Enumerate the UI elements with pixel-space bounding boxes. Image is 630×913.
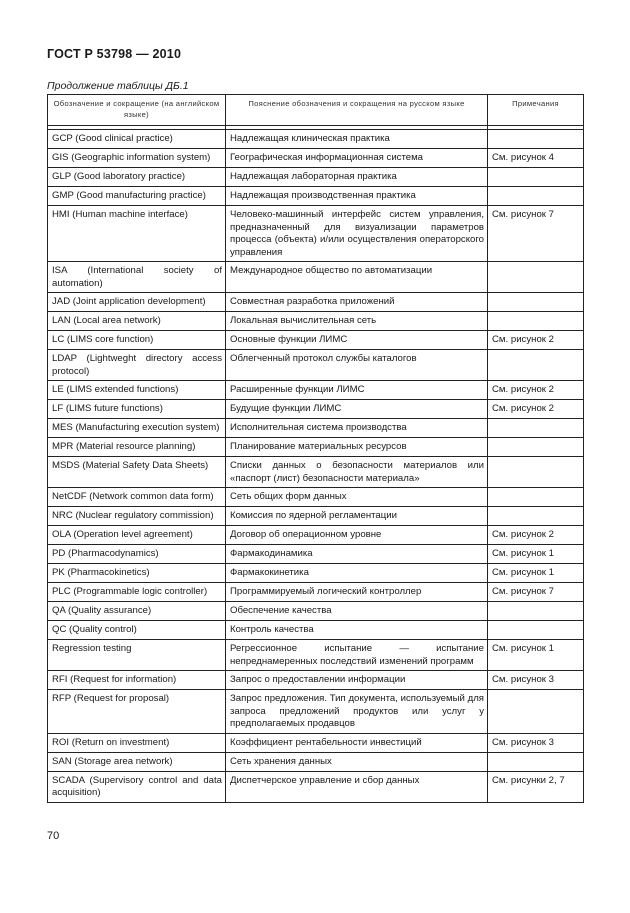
explanation-cell: Будущие функции ЛИМС — [226, 400, 488, 419]
table-row — [48, 526, 584, 545]
explanation-cell: Обеспечение качества — [226, 602, 488, 621]
abbreviations-table — [47, 94, 584, 803]
table-row — [48, 621, 584, 640]
table-row — [48, 671, 584, 690]
note-cell: См. рисунок 1 — [488, 564, 584, 583]
table-caption: Продолжение таблицы ДБ.1 — [47, 80, 189, 92]
table-row — [48, 381, 584, 400]
note-cell: См. рисунки 2, 7 — [488, 771, 584, 802]
abbreviation-cell: RFI (Request for information) — [48, 671, 226, 690]
abbreviation-cell: GIS (Geographic information system) — [48, 149, 226, 168]
abbreviation-cell: LDAP (Lightweght directory access protocol) — [48, 350, 226, 381]
explanation-cell: Программируемый логический контроллер — [226, 583, 488, 602]
abbreviation-cell: GCP (Good clinical practice) — [48, 130, 226, 149]
abbreviation-cell: GMP (Good manufacturing practice) — [48, 187, 226, 206]
table-row — [48, 438, 584, 457]
explanation-cell: Планирование материальных ресурсов — [226, 438, 488, 457]
explanation-cell: Списки данных о безопасности материалов или «паспорт (лист) безопасности материала» — [226, 457, 488, 488]
explanation-cell: Надлежащая клиническая практика — [226, 130, 488, 149]
page-number: 70 — [47, 830, 60, 842]
table-row — [48, 149, 584, 168]
abbreviation-cell: PLC (Programmable logic controller) — [48, 583, 226, 602]
table-row — [48, 733, 584, 752]
explanation-cell: Запрос о предоставлении информации — [226, 671, 488, 690]
table-row — [48, 488, 584, 507]
note-cell: См. рисунок 2 — [488, 526, 584, 545]
column-header-notes: Примечания — [488, 95, 584, 126]
explanation-cell: Надлежащая производственная практика — [226, 187, 488, 206]
explanation-cell: Основные функции ЛИМС — [226, 331, 488, 350]
abbreviations-table-container — [47, 94, 583, 803]
note-cell — [488, 438, 584, 457]
abbreviation-cell: LE (LIMS extended functions) — [48, 381, 226, 400]
abbreviation-cell: LAN (Local area network) — [48, 312, 226, 331]
explanation-cell: Регрессионное испытание — испытание непреднамеренных последствий изменений программ — [226, 640, 488, 671]
abbreviation-cell: MES (Manufacturing execution system) — [48, 419, 226, 438]
explanation-cell: Локальная вычислительная сеть — [226, 312, 488, 331]
table-row — [48, 262, 584, 293]
abbreviation-cell: Regression testing — [48, 640, 226, 671]
note-cell — [488, 293, 584, 312]
table-row — [48, 602, 584, 621]
abbreviation-cell: PD (Pharmacodynamics) — [48, 545, 226, 564]
table-row — [48, 752, 584, 771]
explanation-cell: Международное общество по автоматизации — [226, 262, 488, 293]
explanation-cell: Коэффициент рентабельности инвестиций — [226, 733, 488, 752]
abbreviation-cell: HMI (Human machine interface) — [48, 206, 226, 262]
abbreviation-cell: PK (Pharmacokinetics) — [48, 564, 226, 583]
explanation-cell: Расширенные функции ЛИМС — [226, 381, 488, 400]
explanation-cell: Договор об операционном уровне — [226, 526, 488, 545]
table-row — [48, 507, 584, 526]
abbreviation-cell: ISA (International society of automation) — [48, 262, 226, 293]
note-cell: См. рисунок 3 — [488, 671, 584, 690]
table-row — [48, 564, 584, 583]
note-cell — [488, 507, 584, 526]
table-row — [48, 690, 584, 734]
abbreviation-cell: SCADA (Supervisory control and data acquisition) — [48, 771, 226, 802]
explanation-cell: Запрос предложения. Тип документа, используемый для запроса предложений продуктов или услуг у предполагаемых продавцов — [226, 690, 488, 734]
note-cell: См. рисунок 2 — [488, 400, 584, 419]
table-row — [48, 130, 584, 149]
note-cell — [488, 457, 584, 488]
table-row — [48, 583, 584, 602]
explanation-cell: Надлежащая лабораторная практика — [226, 168, 488, 187]
table-row — [48, 545, 584, 564]
table-row — [48, 419, 584, 438]
note-cell — [488, 602, 584, 621]
explanation-cell: Фармакодинамика — [226, 545, 488, 564]
explanation-cell: Контроль качества — [226, 621, 488, 640]
abbreviation-cell: MPR (Material resource planning) — [48, 438, 226, 457]
abbreviation-cell: QC (Quality control) — [48, 621, 226, 640]
note-cell: См. рисунок 1 — [488, 545, 584, 564]
table-body — [48, 126, 584, 803]
note-cell — [488, 187, 584, 206]
table-row — [48, 187, 584, 206]
table-row — [48, 400, 584, 419]
abbreviation-cell: JAD (Joint application development) — [48, 293, 226, 312]
note-cell — [488, 488, 584, 507]
note-cell: См. рисунок 3 — [488, 733, 584, 752]
abbreviation-cell: NetCDF (Network common data form) — [48, 488, 226, 507]
note-cell — [488, 130, 584, 149]
column-header-explanation: Пояснение обозначения и сокращения на русском языке — [226, 95, 488, 126]
note-cell: См. рисунок 4 — [488, 149, 584, 168]
note-cell — [488, 312, 584, 331]
explanation-cell: Облегченный протокол службы каталогов — [226, 350, 488, 381]
explanation-cell: Сеть общих форм данных — [226, 488, 488, 507]
abbreviation-cell: MSDS (Material Safety Data Sheets) — [48, 457, 226, 488]
table-row — [48, 350, 584, 381]
explanation-cell: Совместная разработка приложений — [226, 293, 488, 312]
table-row — [48, 206, 584, 262]
explanation-cell: Географическая информационная система — [226, 149, 488, 168]
explanation-cell: Комиссия по ядерной регламентации — [226, 507, 488, 526]
note-cell: См. рисунок 7 — [488, 583, 584, 602]
abbreviation-cell: OLA (Operation level agreement) — [48, 526, 226, 545]
abbreviation-cell: LC (LIMS core function) — [48, 331, 226, 350]
abbreviation-cell: QA (Quality assurance) — [48, 602, 226, 621]
explanation-cell: Диспетчерское управление и сбор данных — [226, 771, 488, 802]
table-row — [48, 293, 584, 312]
abbreviation-cell: GLP (Good laboratory practice) — [48, 168, 226, 187]
table-row — [48, 312, 584, 331]
column-header-abbreviation: Обозначение и сокращение (на английском языке) — [48, 95, 226, 126]
note-cell — [488, 419, 584, 438]
note-cell: См. рисунок 7 — [488, 206, 584, 262]
note-cell: См. рисунок 2 — [488, 331, 584, 350]
table-row — [48, 640, 584, 671]
abbreviation-cell: ROI (Return on investment) — [48, 733, 226, 752]
explanation-cell: Человеко-машинный интерфейс систем управления, предназначенный для визуализации параметров процесса (объекта) и/или осуществления операторского управления — [226, 206, 488, 262]
document-header: ГОСТ Р 53798 — 2010 — [47, 47, 182, 61]
table-header-row — [48, 95, 584, 126]
note-cell — [488, 752, 584, 771]
table-row — [48, 771, 584, 802]
table-row — [48, 331, 584, 350]
explanation-cell: Фармакокинетика — [226, 564, 488, 583]
note-cell — [488, 350, 584, 381]
note-cell: См. рисунок 2 — [488, 381, 584, 400]
note-cell — [488, 690, 584, 734]
note-cell — [488, 621, 584, 640]
explanation-cell: Сеть хранения данных — [226, 752, 488, 771]
table-row — [48, 457, 584, 488]
note-cell: См. рисунок 1 — [488, 640, 584, 671]
note-cell — [488, 168, 584, 187]
note-cell — [488, 262, 584, 293]
explanation-cell: Исполнительная система производства — [226, 419, 488, 438]
abbreviation-cell: LF (LIMS future functions) — [48, 400, 226, 419]
abbreviation-cell: SAN (Storage area network) — [48, 752, 226, 771]
table-row — [48, 168, 584, 187]
abbreviation-cell: RFP (Request for proposal) — [48, 690, 226, 734]
abbreviation-cell: NRC (Nuclear regulatory commission) — [48, 507, 226, 526]
